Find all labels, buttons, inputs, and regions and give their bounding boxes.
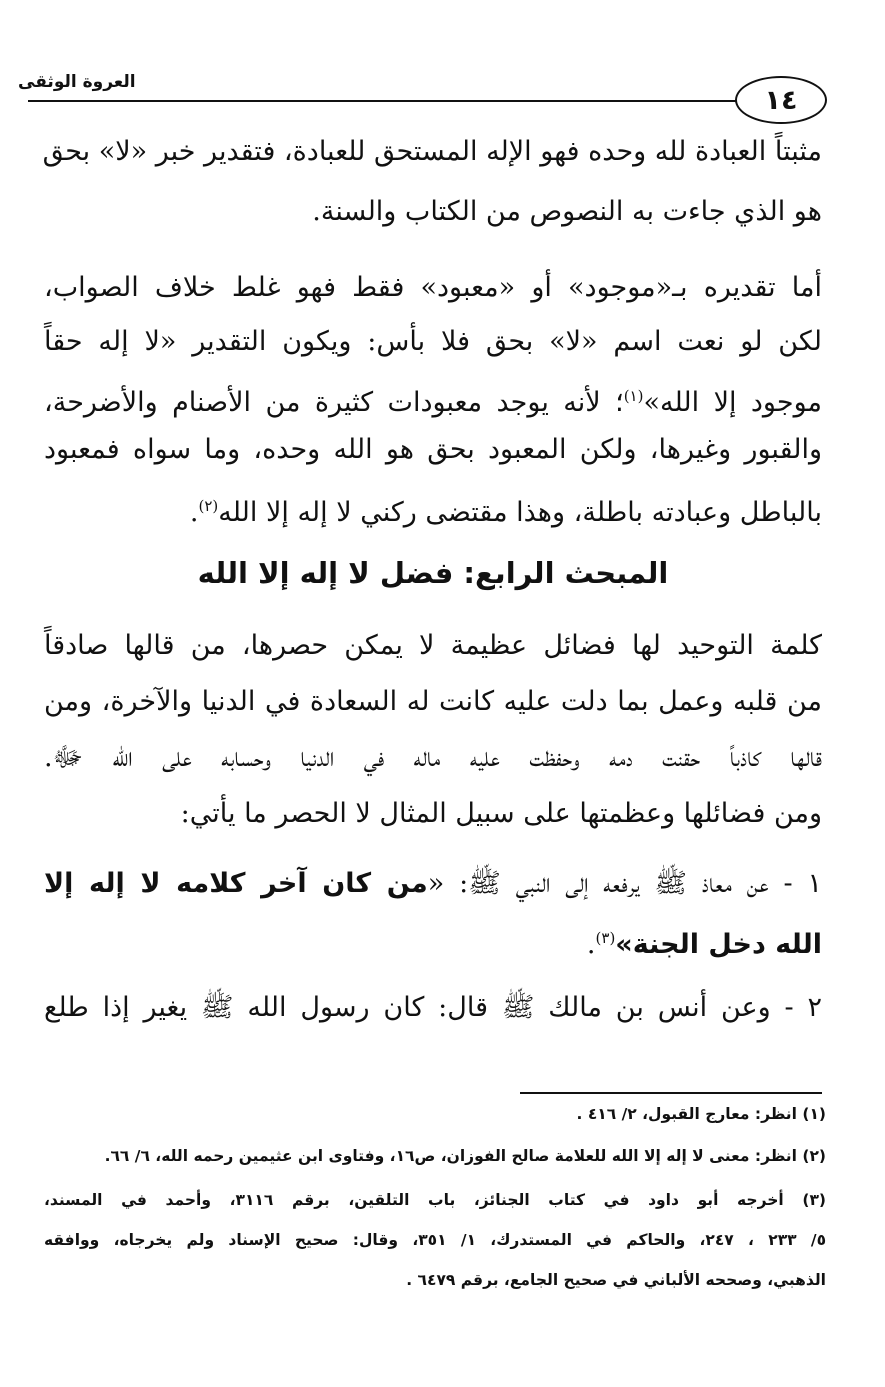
hadith-text: الله دخل الجنة» bbox=[615, 929, 822, 960]
inline-text: . bbox=[189, 497, 199, 528]
paragraph-line bbox=[44, 486, 822, 533]
paragraph-line: مثبتاً العبادة لله وحده فهو الإله المستحق للعبادة، فتقدير خبر «لا» بحق bbox=[42, 136, 822, 167]
footnote-marker: (٣) bbox=[595, 929, 616, 947]
paragraph-line: لكن لو نعت اسم «لا» بحق فلا بأس: ويكون التقدير «لا إله حقاً bbox=[44, 326, 822, 357]
hadith-text: من كان آخر كلامه لا إله إلا bbox=[44, 868, 428, 899]
inline-text: بالباطل وعبادته باطلة، وهذا مقتضى ركني لا إله إلا الله bbox=[218, 497, 822, 528]
header-rule bbox=[28, 100, 738, 102]
footnote-marker: (٢) bbox=[198, 497, 219, 515]
paragraph-line: كلمة التوحيد لها فضائل عظيمة لا يمكن حصرها، من قالها صادقاً bbox=[44, 630, 822, 661]
footnote: (٢) انظر: معنى لا إله إلا الله للعلامة صالح الفوزان، ص١٦، وفتاوى ابن عثيمين رحمه الله، ٦/ ٦٦. bbox=[104, 1147, 826, 1165]
footnote: ٥/ ٢٣٣ ، ٢٤٧، والحاكم في المستدرك، ١/ ٣٥١، وقال: صحيح الإسناد ولم يخرجاه، ووافقه bbox=[44, 1231, 827, 1249]
running-title: العروة الوثقى bbox=[18, 72, 136, 92]
footnote: الذهبي، وصححه الألباني في صحيح الجامع، برقم ٦٤٧٩ . bbox=[406, 1271, 826, 1289]
paragraph-line: هو الذي جاءت به النصوص من الكتاب والسنة. bbox=[312, 196, 822, 227]
inline-text: ؛ لأنه يوجد معبودات كثيرة من الأصنام والأضرحة، bbox=[44, 387, 624, 418]
section-heading: المبحث الرابع: فضل لا إله إلا الله bbox=[197, 556, 669, 590]
footnote: (٣) أخرجه أبو داود في كتاب الجنائز، باب التلقين، برقم ٣١١٦، وأحمد في المسند، bbox=[44, 1191, 826, 1209]
page-number: ١٤ bbox=[735, 76, 827, 124]
inline-text: ١ - عن معاذ ﷺ يرفعه إلى النبي ﷺ: « bbox=[427, 868, 822, 899]
list-item-line: ٢ - وعن أنس بن مالك ﷺ قال: كان رسول الله ﷺ يغير إذا طلع bbox=[44, 992, 822, 1023]
footnote: (١) انظر: معارج القبول، ٢/ ٤١٦ . bbox=[576, 1105, 826, 1123]
paragraph-line: أما تقديره بـ«موجود» أو «معبود» فقط فهو غلط خلاف الصواب، bbox=[44, 272, 822, 303]
paragraph-line: قالها كاذباً حقنت دمه وحفظت عليه ماله في الدنيا وحسابه على الله ﷻ. bbox=[44, 742, 822, 773]
list-item-line bbox=[44, 864, 822, 904]
footnote-marker: (١) bbox=[623, 387, 644, 405]
paragraph-line: والقبور وغيرها، ولكن المعبود بحق هو الله وحده، وما سواه فمعبود bbox=[44, 434, 822, 465]
paragraph-line: ومن فضائلها وعظمتها على سبيل المثال لا الحصر ما يأتي: bbox=[180, 798, 822, 829]
list-item-line bbox=[44, 918, 822, 965]
footnote-rule bbox=[520, 1092, 822, 1094]
paragraph-line bbox=[44, 376, 822, 423]
paragraph-line: من قلبه وعمل بما دلت عليه كانت له السعادة في الدنيا والآخرة، ومن bbox=[44, 686, 822, 717]
inline-text: موجود إلا الله» bbox=[643, 387, 822, 418]
inline-text: . bbox=[586, 929, 596, 960]
